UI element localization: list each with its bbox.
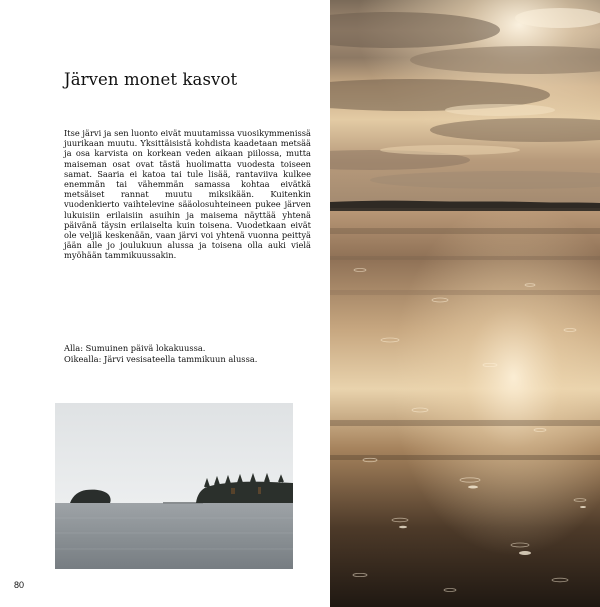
caption-right: Oikealla: Järvi vesisateella tammikuun alussa. [64, 353, 258, 364]
caption-below: Alla: Sumuinen päivä lokakuussa. [64, 343, 206, 353]
sunset-lake-photo [330, 0, 600, 607]
photo-captions [64, 343, 304, 365]
body-text: Itse järvi ja sen luonto eivät muutamissa vuosikymmenissä juurikaan muutu. Yksittäisistä kohdista kaadetaan metsää ja osa karvista on korkean veden aikaan piilossa, mutta maiseman osat ovat tästä huolimatta vuodesta toiseen samat. Saaria ei katoa tai tule lisää, rantaviiva kulkee enemmän tai vähemmän samassa kohtaa eivätkä metsäiset rannat muutu miksikään. Kuitenkin vuodenkierto vaihtelevine sääolosuhteineen pukee järven lukuisiin erilaisiin asuihin ja maisema näyttää yhtenä päivänä täysin erilaiselta kuin toisena. Vuodetkaan eivät ole veljiä keskenään, vaan järvi voi yhtenä vuonna peittyä jään alle jo joulukuun alussa ja toisena olla auki vielä myöhään tammikuussakin. [64, 128, 311, 261]
page-number: 80 [14, 580, 25, 590]
body-paragraph [64, 128, 311, 261]
page-title: Järven monet kasvot [64, 70, 238, 89]
foggy-lake-photo [55, 403, 293, 569]
